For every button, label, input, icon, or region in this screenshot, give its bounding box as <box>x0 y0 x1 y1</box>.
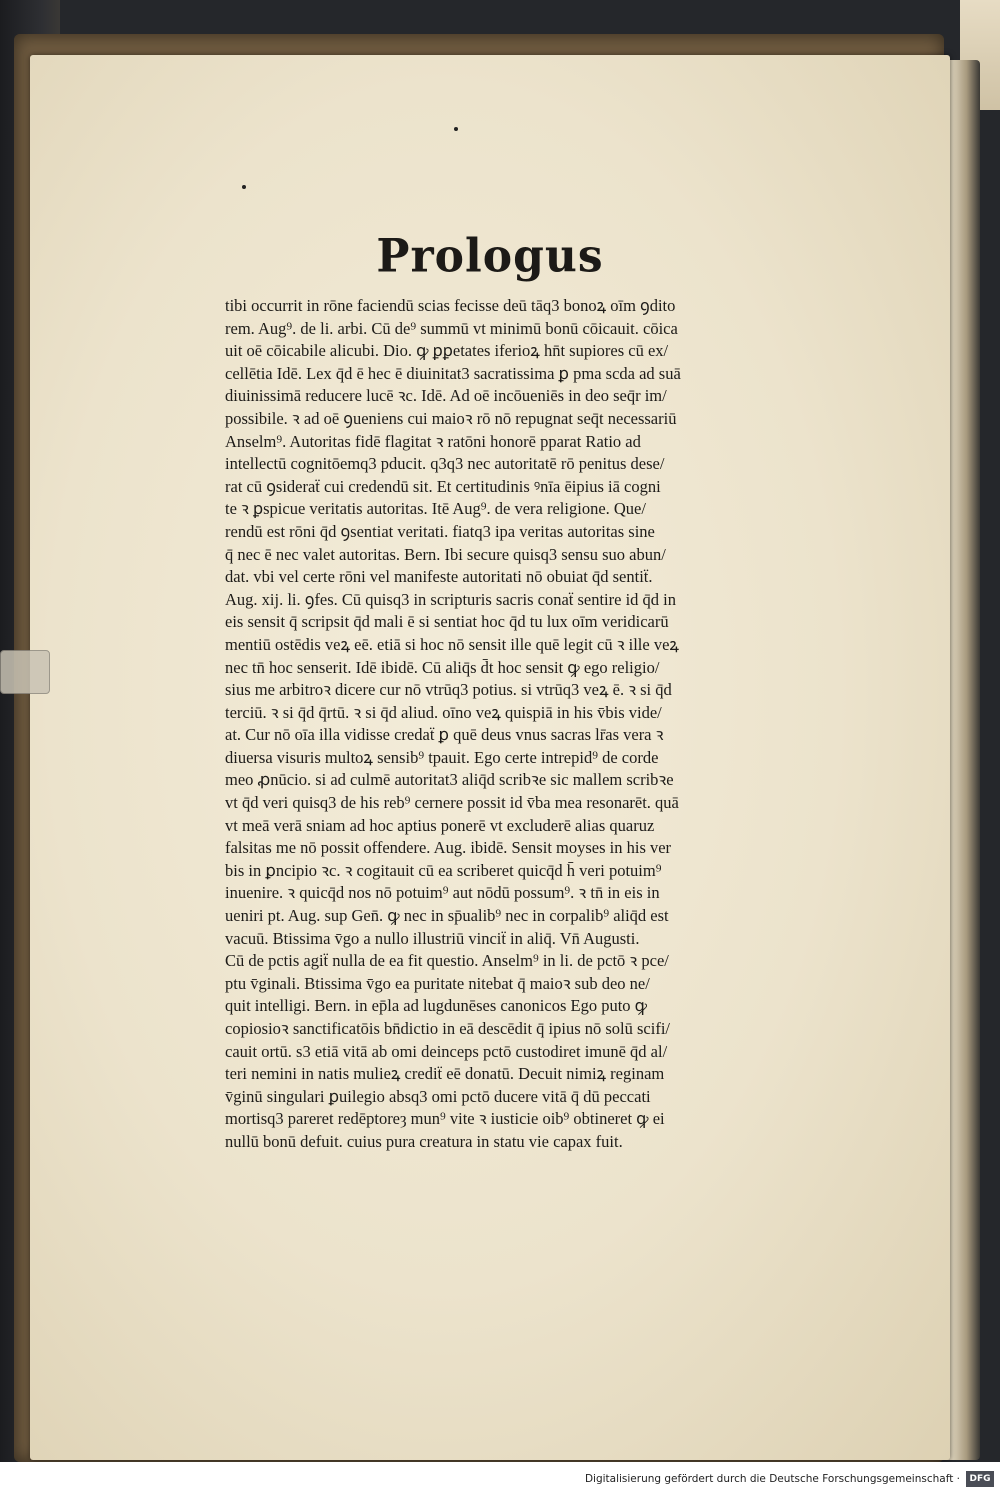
text-line: rem. Aug⁹. de li. arbi. Cū de⁹ summū vt minimū bonū cōicauit. cōica <box>225 318 678 338</box>
ink-dot <box>242 185 246 189</box>
text-line: Cū de pctis agiẗ nulla de ea fit questio. Anselm⁹ in li. de pctō ꝛ pce/ <box>225 951 669 971</box>
body-text <box>225 295 825 1154</box>
text-line: bis in ꝑncipio ꝛc. ꝛ cogitauit cū ea scriberet quicq̄d h̄ veri potuim⁹ <box>225 860 662 880</box>
text-line: q̄ nec ē nec valet autoritas. Bern. Ibi secure quisq3 sensu suo abun/ <box>225 544 666 564</box>
dfg-logo: DFG <box>966 1471 994 1487</box>
text-line: v̄ginū singulari ꝑuilegio absq3 omi pctō ducere vitā q̄ dū peccati <box>225 1086 651 1106</box>
text-line: possibile. ꝛ ad oē ꝯueniens cui maioꝛ rō nō repugnat seq̄t necessariū <box>225 408 677 428</box>
text-line: quit intelligi. Bern. in ep̄la ad lugdunēses canonicos Ego puto ꝙ <box>225 996 648 1016</box>
text-line: diuinissimā reducere lucē ꝛc. Idē. Ad oē incōueniēs in deo seq̄r im/ <box>225 386 667 406</box>
text-line: cauit ortū. s3 etiā vitā ab omi deinceps pctō custodiret imunē q̄d al/ <box>225 1041 668 1061</box>
text-line: rendū est rōni q̄d ꝯsentiat veritati. fiatq3 ipa veritas autoritas sine <box>225 521 655 541</box>
text-line: meo ꝓnūcio. si ad culmē autoritat3 aliq̄d scribꝛe sic mallem scribꝛe <box>225 770 674 790</box>
text-line: uit oē cōicabile alicubi. Dio. ꝙ ꝑꝑetates iferioꝝ hn̄t supiores cū ex/ <box>225 341 669 361</box>
page <box>30 55 950 1460</box>
page-heading: Prologus <box>376 229 604 284</box>
text-line: cellētia Idē. Lex q̄d ē hec ē diuinitat3 sacratissima ꝑ pma scda ad suā <box>225 363 681 383</box>
text-line: diuersa visuris multoꝝ sensib⁹ tpauit. Ego certe intrepid⁹ de corde <box>225 747 659 767</box>
text-line: nec tn̄ hoc senserit. Idē ibidē. Cū aliq̄s d̄t hoc sensit ꝙ ego religio/ <box>225 657 660 677</box>
text-line: vt meā verā sniam ad hoc aptius ponerē vt excluderē alias quaruz <box>225 815 655 835</box>
text-line: te ꝛ ꝑspicue veritatis autoritas. Itē Aug⁹. de vera religione. Que/ <box>225 499 646 519</box>
text-line: mortisq3 pareret redēptoreȝ mun⁹ vite ꝛ iusticie oib⁹ obtineret ꝙ ei <box>225 1109 665 1129</box>
text-line: dat. vbi vel certe rōni vel manifeste autoritati nō obuiat q̄d sentiẗ. <box>225 567 653 587</box>
footer-bar <box>0 1462 1000 1496</box>
text-line: ptu v̄ginali. Btissima v̄go ea puritate nitebat q̄ maioꝛ sub deo ne/ <box>225 973 650 993</box>
bookmark-tab <box>0 650 50 694</box>
text-line: intellectū cognitōemq3 pducit. q3q3 nec autoritatē rō penitus dese/ <box>225 454 665 474</box>
text-line: eis sensit q̄ scripsit q̄d mali ē si sentiat hoc q̄d tu lux oīm veridicarū <box>225 612 669 632</box>
text-line: tibi occurrit in rōne faciendū scias fecisse deū tāq3 bonoꝝ oīm ꝯdito <box>225 296 676 315</box>
text-line: terciū. ꝛ si q̄d q̄rtū. ꝛ si q̄d aliud. oīno veꝝ quispiā in his v̄bis vide/ <box>225 702 662 722</box>
text-line: mentiū ostēdis veꝝ eē. etiā si hoc nō sensit ille quē legit cū ꝛ ille veꝝ <box>225 634 679 654</box>
text-line: vacuū. Btissima v̄go a nullo illustriū vinciẗ in aliq̄. Vn̄ Augusti. <box>225 928 640 948</box>
text-line: nullū bonū defuit. cuius pura creatura in statu vie capax fuit. <box>225 1131 623 1151</box>
text-line: Anselm⁹. Autoritas fidē flagitat ꝛ ratōni honorē pparat Ratio ad <box>225 431 641 451</box>
text-line: rat cū ꝯsideraẗ cui credendū sit. Et certitudinis ꝰnīa ēipius iā cogni <box>225 476 661 496</box>
text-line: inuenire. ꝛ quicq̄d nos nō potuim⁹ aut nōdū possum⁹. ꝛ tn̄ in eis in <box>225 883 660 903</box>
text-line: ueniri pt. Aug. sup Gen̄. ꝙ nec in sp̄ualib⁹ nec in corpalib⁹ aliq̄d est <box>225 906 669 926</box>
funding-notice: Digitalisierung gefördert durch die Deutsche Forschungsgemeinschaft · <box>584 1473 960 1485</box>
text-line: falsitas me nō possit offendere. Aug. ibidē. Sensit moyses in his ver <box>225 838 672 858</box>
text-line: copiosioꝛ sanctificatōis bn̄dictio in eā descēdit q̄ ipius nō solū scifi/ <box>225 1019 670 1038</box>
text-line: sius me arbitroꝛ dicere cur nō vtrūq3 potius. si vtrūq3 veꝝ ē. ꝛ si q̄d <box>225 680 672 700</box>
ink-dot <box>454 127 458 131</box>
text-line: vt q̄d veri quisq3 de his reb⁹ cernere possit id v̄ba mea resonarēt. quā <box>225 793 679 813</box>
text-line: Aug. xij. li. ꝯfes. Cū quisq3 in scripturis sacris conaẗ sentire id q̄d in <box>225 589 677 609</box>
text-line: at. Cur nō oīa illa vidisse credaẗ ꝑ quē deus vnus sacras lr̄as vera ꝛ <box>225 725 664 745</box>
text-line: teri nemini in natis mulieꝝ crediẗ eē donatū. Decuit nimiꝝ reginam <box>225 1064 665 1084</box>
